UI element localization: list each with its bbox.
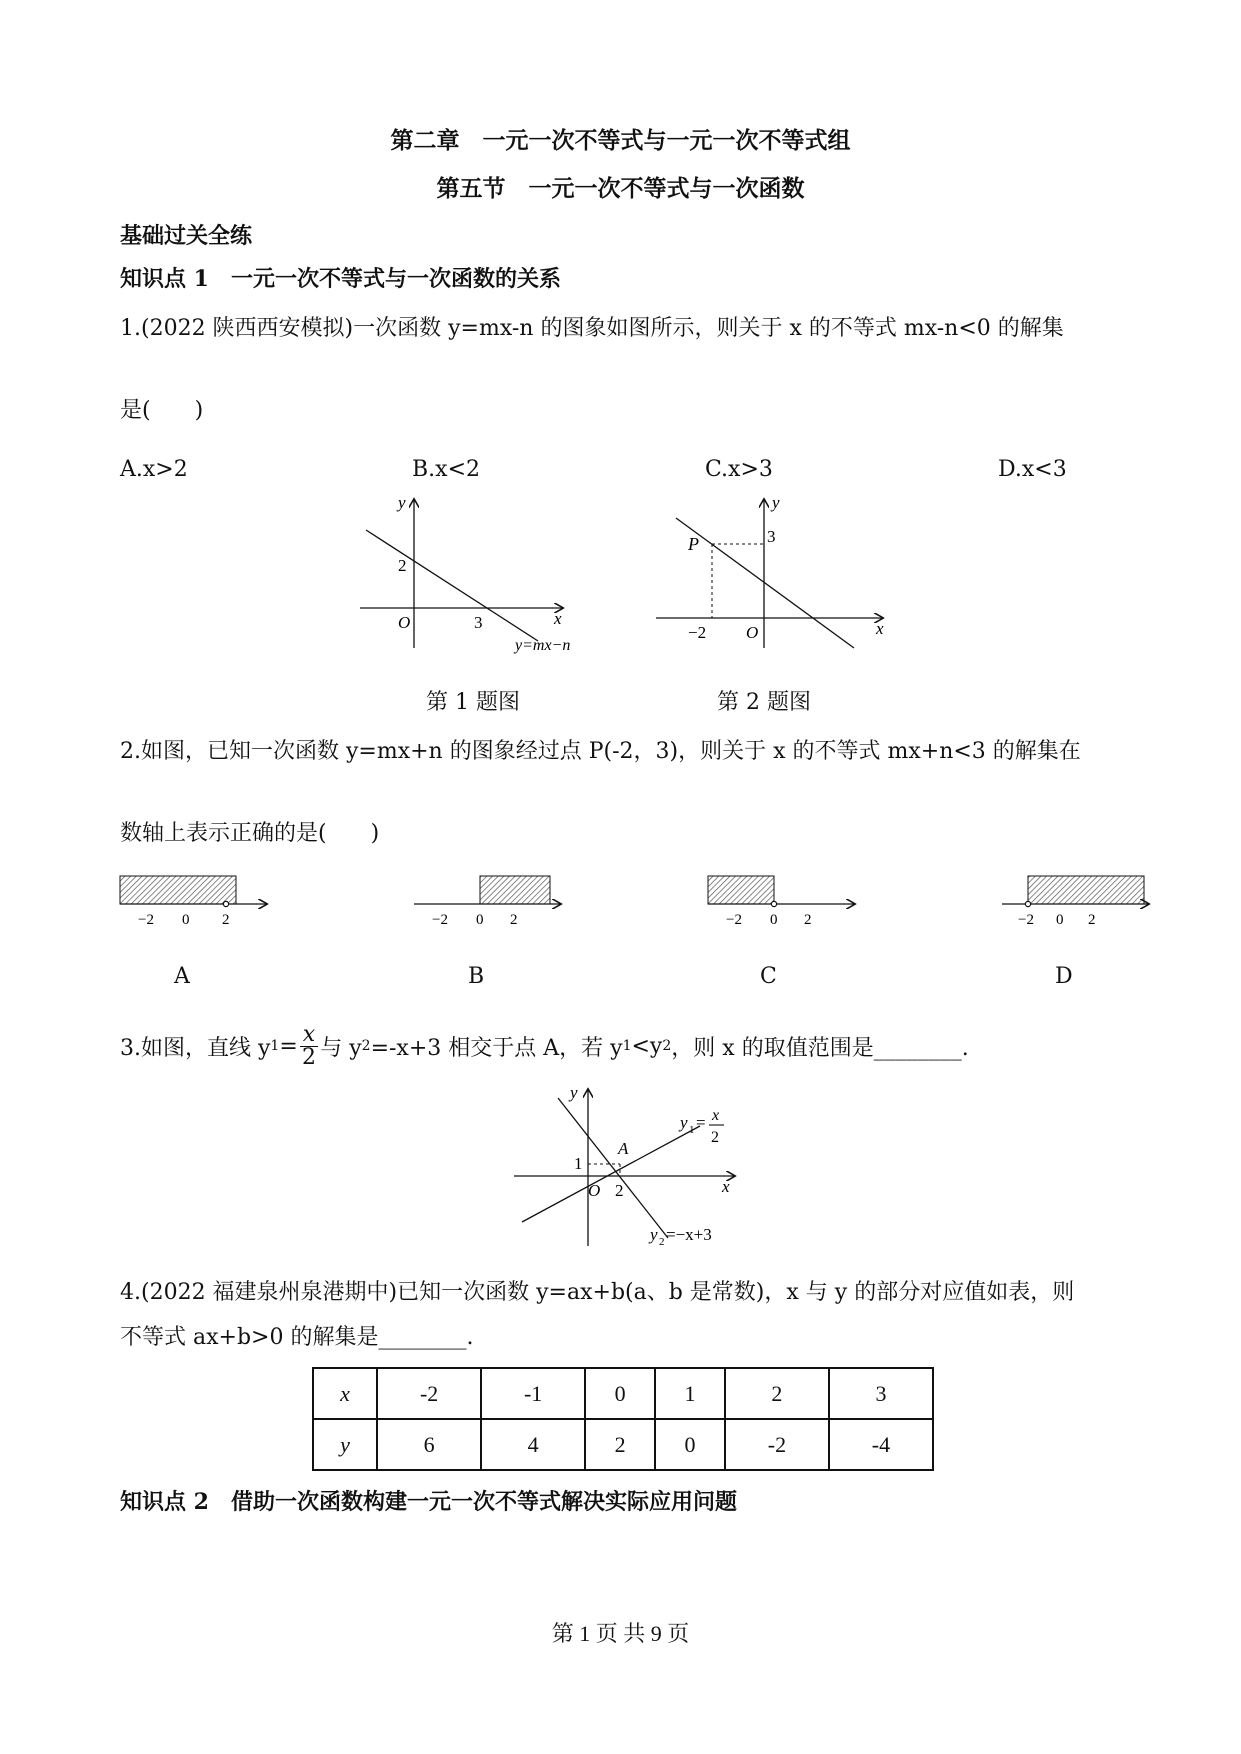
page-footer: 第 1 页 共 9 页 <box>551 1621 690 1646</box>
table-cell: x <box>313 1368 377 1419</box>
fig1-x-label: x <box>554 609 562 628</box>
fig1-y-tick: 2 <box>398 556 407 575</box>
fig3-y-tick: 1 <box>574 1154 583 1173</box>
fig3-origin: O <box>588 1181 601 1200</box>
number-line-b[interactable] <box>404 868 564 928</box>
q2-option-b[interactable]: B <box>468 964 485 989</box>
q3-eq: = <box>279 1033 298 1059</box>
fig3-y1-label: y <box>680 1113 688 1132</box>
number-line-c-shade <box>708 876 774 904</box>
number-line-c-endpoint <box>771 901 776 906</box>
fig3-y1-eq: = <box>696 1113 706 1132</box>
section-title: 第五节 一元一次不等式与一次函数 <box>436 175 805 202</box>
q3-prefix: 3.如图，直线 y <box>120 1035 271 1061</box>
figure-1-caption: 第 1 题图 <box>426 690 520 715</box>
fig3-y1-sub: 1 <box>689 1124 695 1136</box>
fig2-x-label: x <box>876 619 884 638</box>
q4-line2: 不等式 ax+b>0 的解集是________. <box>120 1325 474 1350</box>
number-line-b-tick: −2 <box>432 912 448 928</box>
q1-option-a[interactable]: A.x>2 <box>120 457 188 482</box>
q3-sub4: 2 <box>662 1038 672 1054</box>
number-line-b-shade <box>480 876 550 904</box>
number-line-b-tick: 0 <box>476 912 484 928</box>
number-line-a-tick: −2 <box>138 912 154 928</box>
q3-line <box>120 1020 969 1072</box>
q3-mid: 与 y <box>320 1035 362 1061</box>
fig3-y1-num: x <box>712 1107 720 1124</box>
fig1-line <box>366 530 538 641</box>
q2-line1: 2.如图，已知一次函数 y=mx+n 的图象经过点 P(-2，3)，则关于 x 的不等式 mx+n<3 的解集在 <box>120 739 1081 764</box>
figure-2-caption: 第 2 题图 <box>717 690 811 715</box>
number-line-a-tick: 0 <box>182 912 190 928</box>
knowledge-point-2: 知识点 2 借助一次函数构建一元一次不等式解决实际应用问题 <box>120 1489 737 1515</box>
fig3-y2-eq: =−x+3 <box>666 1225 712 1244</box>
fig3-x-label: x <box>722 1177 730 1196</box>
number-line-c[interactable] <box>698 868 858 928</box>
q1-option-b[interactable]: B.x<2 <box>412 457 480 482</box>
number-line-d-tick: −2 <box>1018 912 1034 928</box>
table-row <box>313 1419 933 1470</box>
q3-sub3: 1 <box>622 1038 632 1054</box>
table-cell: y <box>313 1419 377 1470</box>
q2-option-c[interactable]: C <box>760 964 777 989</box>
q4-value-table <box>312 1367 934 1471</box>
number-line-d-tick: 2 <box>1088 912 1096 928</box>
q3-lt: <y <box>631 1033 663 1059</box>
chapter-title: 第二章 一元一次不等式与一元一次不等式组 <box>390 127 851 154</box>
q3-frac-num: x <box>300 1024 318 1047</box>
table-cell: 0 <box>655 1419 725 1470</box>
table-cell: 6 <box>377 1419 481 1470</box>
q4-line1: 4.(2022 福建泉州泉港期中)已知一次函数 y=ax+b(a、b 是常数)，x 与 y 的部分对应值如表，则 <box>120 1280 1075 1305</box>
table-cell: -2 <box>377 1368 481 1419</box>
number-line-a[interactable] <box>110 868 270 928</box>
fig2-y-tick: 3 <box>767 527 776 546</box>
fig3-y2-sub: 2 <box>659 1236 665 1248</box>
table-cell: -4 <box>829 1419 933 1470</box>
q1-option-d[interactable]: D.x<3 <box>998 457 1067 482</box>
q2-option-d[interactable]: D <box>1055 964 1073 989</box>
table-cell: 0 <box>585 1368 655 1419</box>
table-cell: 4 <box>481 1419 585 1470</box>
q3-fraction <box>300 1021 318 1070</box>
q3-rest: =-x+3 相交于点 A，若 y <box>370 1035 623 1061</box>
number-line-d-tick: 0 <box>1056 912 1064 928</box>
q3-sub2: 2 <box>361 1038 371 1054</box>
number-line-a-tick: 2 <box>222 912 230 928</box>
fig1-x-tick: 3 <box>474 613 483 632</box>
figure-3 <box>500 1080 750 1250</box>
q1-line2: 是( ) <box>120 398 204 423</box>
practice-heading: 基础过关全练 <box>120 223 253 249</box>
fig3-y-label: y <box>570 1083 578 1102</box>
number-line-c-tick: −2 <box>726 912 742 928</box>
fig2-point-p: P <box>688 534 699 554</box>
table-cell: 1 <box>655 1368 725 1419</box>
q1-line1: 1.(2022 陕西西安模拟)一次函数 y=mx-n 的图象如图所示，则关于 x 的不等式 mx-n<0 的解集 <box>120 316 1064 341</box>
fig1-origin: O <box>398 613 411 632</box>
knowledge-point-1: 知识点 1 一元一次不等式与一次函数的关系 <box>120 266 561 292</box>
table-cell: 2 <box>725 1368 829 1419</box>
number-line-a-endpoint <box>223 901 228 906</box>
q2-option-a[interactable]: A <box>174 964 190 989</box>
number-line-c-tick: 0 <box>770 912 778 928</box>
table-cell: -1 <box>481 1368 585 1419</box>
q2-line2: 数轴上表示正确的是( ) <box>120 821 380 846</box>
number-line-d-shade <box>1028 876 1144 904</box>
q3-tail: ，则 x 的取值范围是________. <box>671 1035 969 1061</box>
table-cell: -2 <box>725 1419 829 1470</box>
fig1-line-label: y=mx−n <box>515 637 571 654</box>
number-line-a-shade <box>120 876 236 904</box>
figure-1 <box>340 490 600 660</box>
fig3-line-y1 <box>522 1126 700 1222</box>
fig3-point-a: A <box>618 1139 629 1158</box>
fig3-y2-label: y <box>650 1225 658 1244</box>
table-cell: 2 <box>585 1419 655 1470</box>
fig1-y-label: y <box>398 493 406 512</box>
fig2-x-tick: −2 <box>688 623 707 642</box>
fig3-y1-den: 2 <box>711 1129 719 1146</box>
fig3-x-tick: 2 <box>615 1181 624 1200</box>
fig2-origin: O <box>746 623 759 642</box>
fig2-y-label: y <box>772 493 780 512</box>
number-line-d[interactable] <box>992 868 1152 928</box>
number-line-d-endpoint <box>1025 901 1030 906</box>
q1-option-c[interactable]: C.x>3 <box>705 457 773 482</box>
q3-sub1: 1 <box>270 1038 280 1054</box>
table-cell: 3 <box>829 1368 933 1419</box>
number-line-c-tick: 2 <box>804 912 812 928</box>
q3-frac-den: 2 <box>301 1044 316 1070</box>
table-row <box>313 1368 933 1419</box>
figure-2 <box>640 490 900 660</box>
number-line-b-tick: 2 <box>510 912 518 928</box>
